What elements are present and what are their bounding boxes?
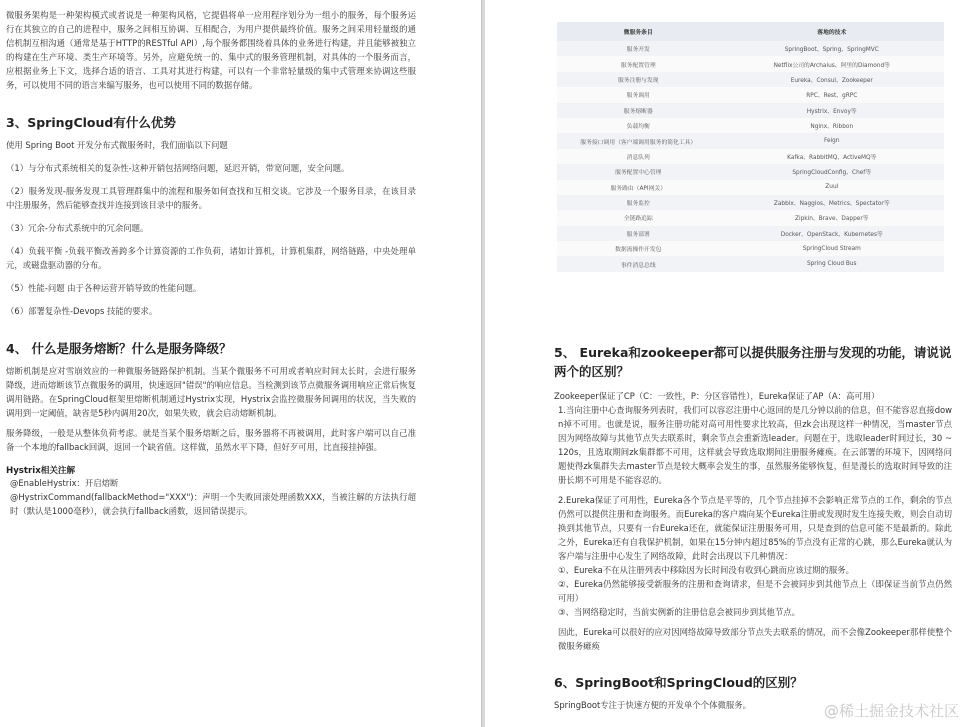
- section-4-paragraph-2: 服务降级，一般是从整体负荷考虑。就是当某个服务熔断之后，服务器将不再被调用，此时客户端可以自己准备一个本地的fallback回调，返回一个缺省值。这样做，虽然水平下降，但好歹可用，比直接挂掉强。: [6, 428, 416, 452]
- table-header-cell: 微服务条目: [557, 22, 720, 41]
- table-cell: Zuul: [720, 180, 944, 195]
- table-row: [557, 103, 944, 118]
- list-item: （2）服务发现-服务发现工具管理群集中的流程和服务如何查找和互相交谈。它涉及一个服务目录，在该目录中注册服务，然后能够查找并连接到该目录中的服务。: [6, 186, 416, 210]
- table-cell: 服务配置中心管理: [557, 164, 720, 179]
- list-item: （6）部署复杂性-Devops 技能的要求。: [6, 306, 158, 316]
- section-5-paragraph-1: 1.当向注册中心查询服务列表时，我们可以容忍注册中心返回的是几分钟以前的信息，但不能容忍直接down掉不可用。也就是说，服务注册功能对高可用性要求比较高，但zk会出现这样一种情况，当master节点因为网络故障与其他节点失去联系时，剩余节点会重新选leader。问题在于，选取leader时间过长，30 ~ 120s，且选取期间zk集群都不可用，这样就会导致选取期间注册服务瘫痪。在云部署的环境下，因网络问题使得zk集群失去master节点是较大概率会发生的事，虽然服务能够恢复，但是漫长的选取时间导致的注册长期不可用是不能容忍的。: [558, 405, 952, 485]
- table-row: [557, 180, 944, 195]
- section-4-title: 4、 什么是服务熔断？什么是服务降级？: [6, 341, 232, 356]
- section-3-title: 3、SpringCloud有什么优势: [6, 115, 176, 130]
- list-item: ③、当网络稳定时，当前实例新的注册信息会被同步到其他节点。: [558, 607, 801, 617]
- table-cell: 服务路由（API网关）: [557, 180, 720, 195]
- table-cell: 全链路追踪: [557, 210, 720, 225]
- section-5-conclusion: 因此，Eureka可以很好的应对因网络故障导致部分节点失去联系的情况，而不会像Zookeeper那样使整个微服务瘫痪: [558, 627, 952, 651]
- table-cell: 服务开发: [557, 41, 720, 56]
- table-header-row: [557, 22, 944, 41]
- hystrix-title: Hystrix相关注解: [6, 466, 76, 476]
- table-row: [557, 87, 944, 102]
- table-cell: 服务熔断器: [557, 103, 720, 118]
- list-item: （5）性能-问题 由于各种运营开销导致的性能问题。: [6, 283, 202, 293]
- left-page-content: [6, 8, 416, 518]
- table-cell: SpringCloud Stream: [720, 241, 944, 256]
- table-cell: Spring Cloud Bus: [720, 256, 944, 271]
- section-5-title: 5、 Eureka和zookeeper都可以提供服务注册与发现的功能，请说说两个的区别？: [554, 345, 952, 379]
- table-row: [557, 195, 944, 210]
- section-5-lead: Zookeeper保证了CP（C：一致性，P：分区容错性），Eureka保证了AP（A：高可用）: [554, 391, 880, 401]
- table-cell: 服务接口调用（客户端调用服务的简化工具）: [557, 133, 720, 148]
- list-item: （1）与分布式系统相关的复杂性-这种开销包括网络问题，延迟开销，带宽问题，安全问题。: [6, 163, 350, 173]
- table-cell: 消息队列: [557, 149, 720, 164]
- table-row: [557, 133, 944, 148]
- table-cell: 服务监控: [557, 195, 720, 210]
- right-page-content: [554, 343, 952, 712]
- table-cell: 负载均衡: [557, 118, 720, 133]
- table-cell: Netflix公司的Archaius、阿里的Diamond等: [720, 56, 944, 71]
- table-cell: Feign: [720, 133, 944, 148]
- intro-paragraph: 微服务架构是一种架构模式或者说是一种架构风格，它提倡将单一应用程序划分为一组小的服务，每个服务运行在其独立的自己的进程中，服务之间相互协调、互相配合，为用户提供最终价值。服务之间采用轻量级的通信机制互相沟通（通常是基于HTTP的RESTful API）,每个服务都围绕着具体的业务进行构建，并且能够被独立的构建在生产环境、类生产环境等。另外，应避免统一的、集中式的服务管理机制，对具体的一个服务而言，应根据业务上下文，选择合适的语言、工具对其进行构建，可以有一个非常轻量级的集中式管理来协调这些服务，可以使用不同的语言来编写服务，也可以使用不同的数据存储。: [6, 10, 416, 90]
- table-row: [557, 226, 944, 241]
- section-5-paragraph-2: 2.Eureka保证了可用性，Eureka各个节点是平等的，几个节点挂掉不会影响正常节点的工作，剩余的节点仍然可以提供注册和查询服务。而Eureka的客户端向某个Eureka注册或发现时发生连接失败，则会自动切换到其他节点，只要有一台Eureka还在，就能保证注册服务可用，只是查到的信息可能不是最新的。除此之外，Eureka还有自我保护机制，如果在15分钟内超过85%的节点没有正常的心跳，那么Eureka就认为客户端与注册中心发生了网络故障，此时会出现以下几种情况：: [558, 495, 952, 561]
- table-cell: Eureka、Consul、Zookeeper: [720, 72, 944, 87]
- table-cell: SpringCloudConfig、Chef等: [720, 164, 944, 179]
- section-4-paragraph-1: 熔断机制是应对雪崩效应的一种微服务链路保护机制。当某个微服务不可用或者响应时间太长时，会进行服务降级，进而熔断该节点微服务的调用，快速返回"错误"的响应信息。当检测到该节点微服务调用响应正常后恢复调用链路。在SpringCloud框架里熔断机制通过Hystrix实现，Hystrix会监控微服务间调用的状况，当失败的调用到一定阈值，缺省是5秒内调用20次，如果失败，就会启动熔断机制。: [6, 366, 416, 418]
- left-page: [0, 0, 481, 727]
- table-cell: Kafka、RabbitMQ、ActiveMQ等: [720, 149, 944, 164]
- table-row: [557, 256, 944, 271]
- section-6-paragraph: SpringBoot专注于快速方便的开发单个个体微服务。: [554, 700, 752, 710]
- table-row: [557, 56, 944, 71]
- table-row: [557, 241, 944, 256]
- watermark: @稀土掘金技术社区: [823, 702, 959, 720]
- list-item: （3）冗余-分布式系统中的冗余问题。: [6, 223, 149, 233]
- microservice-tech-table: [557, 22, 944, 272]
- table-cell: 服务调用: [557, 87, 720, 102]
- list-item: ②、Eureka仍然能够接受新服务的注册和查询请求，但是不会被同步到其他节点上（即保证当前节点仍然可用）: [558, 579, 952, 603]
- hystrix-line-1: @EnableHystrix：开启熔断: [10, 478, 119, 488]
- hystrix-line-2: @HystrixCommand(fallbackMethod="XXX")：声明一个失败回滚处理函数XXX，当被注解的方法执行超时（默认是1000毫秒），就会执行fallback函数，返回错误提示。: [10, 492, 416, 516]
- table-row: [557, 72, 944, 87]
- table-cell: RPC、Rest、gRPC: [720, 87, 944, 102]
- table-cell: Hystrix、Envoy等: [720, 103, 944, 118]
- table-header-cell: 落地的技术: [720, 22, 944, 41]
- section-6-title: 6、SpringBoot和SpringCloud的区别？: [554, 675, 803, 690]
- table-cell: Docker、OpenStack、Kubernetes等: [720, 226, 944, 241]
- right-page: [484, 0, 967, 727]
- table-cell: 服务部署: [557, 226, 720, 241]
- table-cell: SpringBoot、Spring、SpringMVC: [720, 41, 944, 56]
- table-row: [557, 210, 944, 225]
- table-row: [557, 118, 944, 133]
- table-cell: Zipkin、Brave、Dapper等: [720, 210, 944, 225]
- table-cell: 服务注册与发现: [557, 72, 720, 87]
- table-cell: 数据流操作开发包: [557, 241, 720, 256]
- list-item: （4）负载平衡 -负载平衡改善跨多个计算资源的工作负荷，诸如计算机，计算机集群，网络链路，中央处理单元，或磁盘驱动器的分布。: [6, 246, 416, 270]
- table-cell: Nginx、Ribbon: [720, 118, 944, 133]
- list-item: ①、Eureka不在从注册列表中移除因为长时间没有收到心跳而应该过期的服务。: [558, 565, 854, 575]
- table-cell: 服务配置管理: [557, 56, 720, 71]
- table-row: [557, 164, 944, 179]
- table-row: [557, 149, 944, 164]
- table-row: [557, 41, 944, 56]
- table-cell: Zabbix、Naggios、Metrics、Spectator等: [720, 195, 944, 210]
- table-cell: 事件消息总线: [557, 256, 720, 271]
- section-3-lead: 使用 Spring Boot 开发分布式微服务时，我们面临以下问题: [6, 140, 228, 150]
